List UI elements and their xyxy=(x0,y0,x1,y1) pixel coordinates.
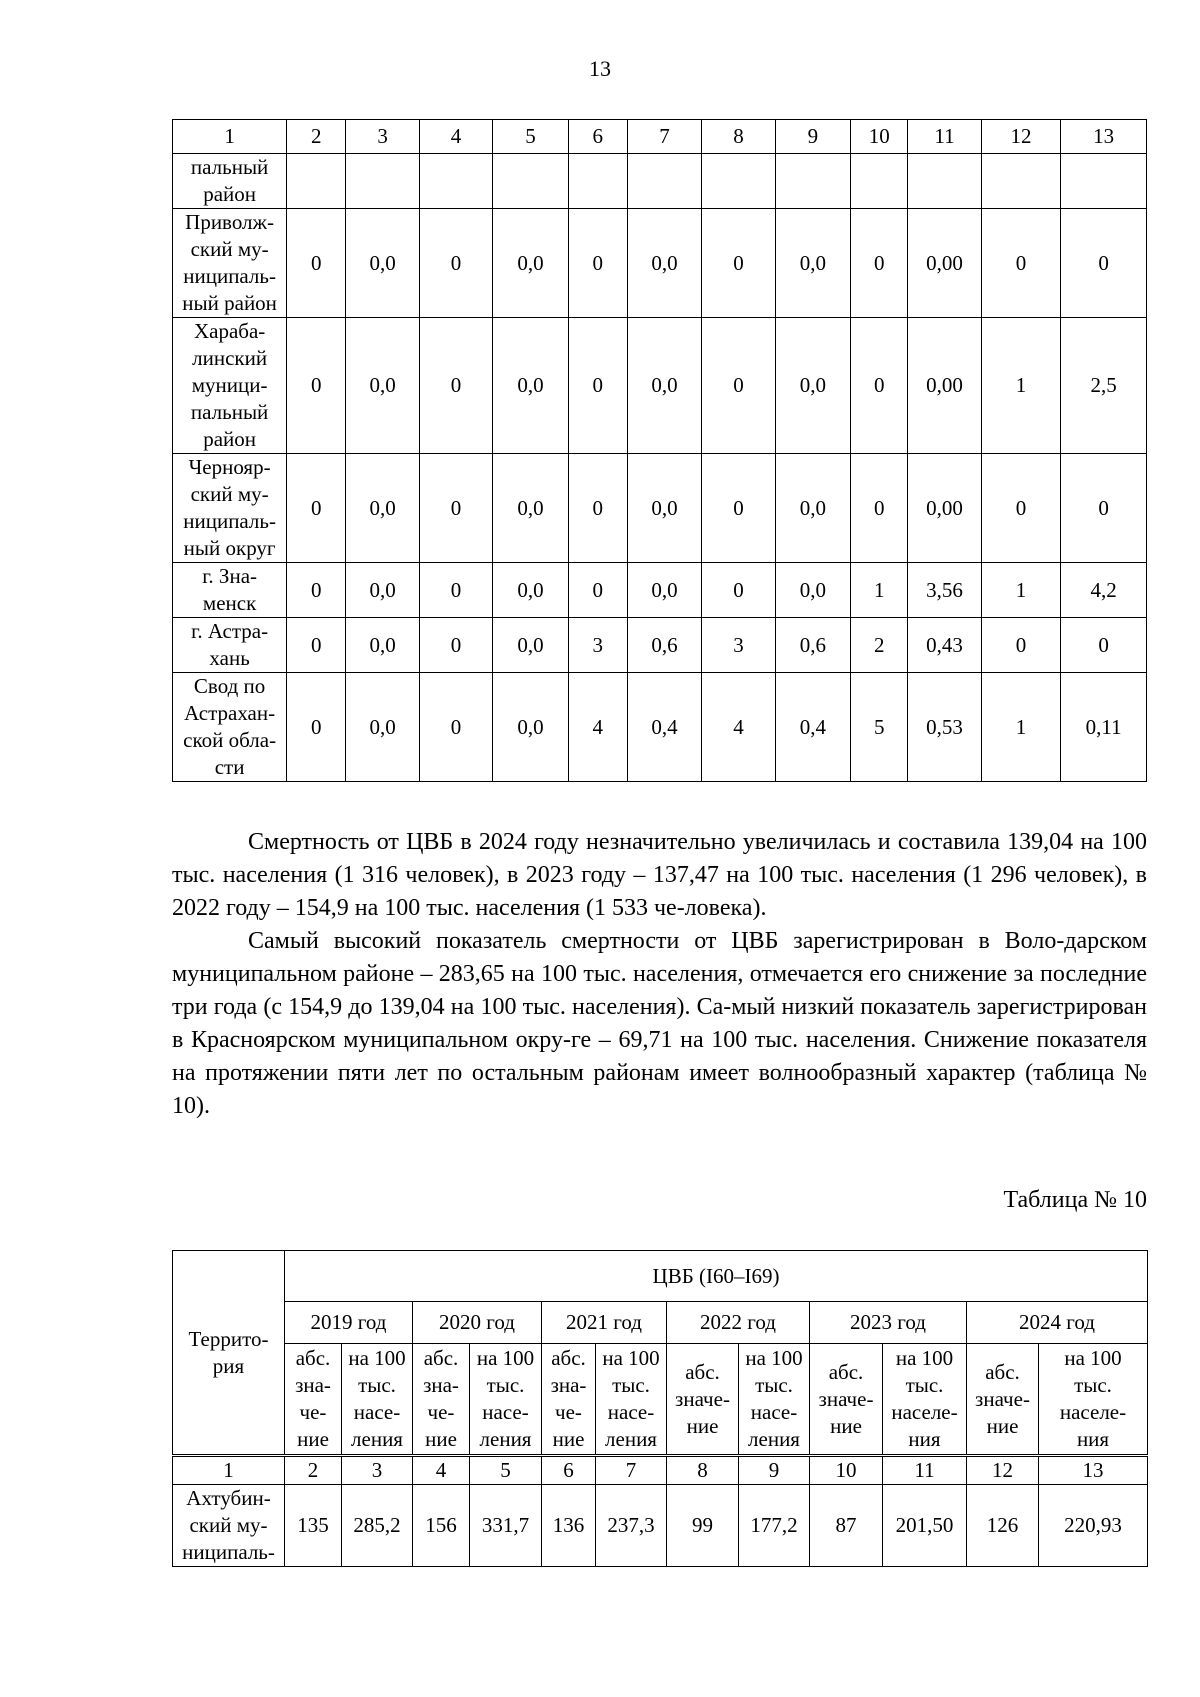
value-cell: 0,0 xyxy=(775,209,850,318)
sub-header-row xyxy=(173,1344,1148,1456)
value-cell: 0 xyxy=(568,454,627,563)
year-header: 2019 год xyxy=(285,1302,413,1344)
value-cell: 0,0 xyxy=(346,209,419,318)
value-cell xyxy=(287,154,346,209)
sub-header: абс. зна- че- ние xyxy=(413,1344,470,1456)
value-cell: 0 xyxy=(287,454,346,563)
value-cell: 0,0 xyxy=(627,209,701,318)
value-cell: 135 xyxy=(285,1485,342,1567)
value-cell: 0,4 xyxy=(627,673,701,782)
column-number-cell: 4 xyxy=(419,120,492,154)
value-cell xyxy=(702,154,775,209)
column-number-cell: 6 xyxy=(568,120,627,154)
value-cell: 285,2 xyxy=(342,1485,413,1567)
value-cell: 0,0 xyxy=(775,563,850,618)
page-number: 13 xyxy=(589,56,611,81)
value-cell: 5 xyxy=(851,673,908,782)
value-cell xyxy=(981,154,1061,209)
value-cell: 0,0 xyxy=(346,318,419,454)
value-cell: 1 xyxy=(981,563,1061,618)
value-cell: 0 xyxy=(419,563,492,618)
table-row xyxy=(173,318,1147,454)
sub-header: на 100 тыс. насе- ления xyxy=(739,1344,810,1456)
value-cell: 0 xyxy=(419,454,492,563)
paragraph: Смертность от ЦВБ в 2024 году незначительно увеличилась и составила 139,04 на 100 тыс. населения (1 316 человек), в 2023 году – 137,47 на 100 тыс. населения (1 296 человек), в 2022 году – 154,9 на 100 тыс. населения (1 533 че-ловека). xyxy=(172,829,1147,921)
value-cell: 0 xyxy=(568,318,627,454)
value-cell: 0 xyxy=(287,673,346,782)
value-cell xyxy=(568,154,627,209)
value-cell: 0,0 xyxy=(775,318,850,454)
value-cell: 0 xyxy=(702,563,775,618)
value-cell: 0,0 xyxy=(493,673,568,782)
table-10 xyxy=(172,1250,1148,1567)
value-cell: 0,11 xyxy=(1061,673,1147,782)
value-cell: 0,00 xyxy=(908,209,981,318)
sub-header: абс. зна- че- ние xyxy=(542,1344,596,1456)
column-number-cell: 8 xyxy=(702,120,775,154)
value-cell: 0 xyxy=(981,209,1061,318)
value-cell: 0 xyxy=(851,209,908,318)
sub-header: на 100 тыс. насе- ления xyxy=(596,1344,667,1456)
column-number-cell: 4 xyxy=(413,1456,470,1485)
value-cell: 0,0 xyxy=(775,454,850,563)
value-cell: 87 xyxy=(810,1485,883,1567)
year-header: 2023 год xyxy=(810,1302,967,1344)
column-number-cell: 8 xyxy=(667,1456,739,1485)
value-cell: 0 xyxy=(419,318,492,454)
value-cell: 0 xyxy=(702,318,775,454)
value-cell: 0 xyxy=(1061,454,1147,563)
body-text xyxy=(172,826,1147,1123)
column-number-cell: 7 xyxy=(627,120,701,154)
year-header: 2022 год xyxy=(667,1302,810,1344)
value-cell: 99 xyxy=(667,1485,739,1567)
value-cell: 177,2 xyxy=(739,1485,810,1567)
value-cell: 0 xyxy=(287,209,346,318)
value-cell: 126 xyxy=(967,1485,1039,1567)
value-cell: 0 xyxy=(419,673,492,782)
year-header-row xyxy=(173,1302,1148,1344)
column-number-cell: 11 xyxy=(908,120,981,154)
territory-cell: г. Астра- хань xyxy=(173,618,287,673)
value-cell xyxy=(346,154,419,209)
value-cell: 0 xyxy=(287,563,346,618)
value-cell: 0,43 xyxy=(908,618,981,673)
column-number-cell: 13 xyxy=(1061,120,1147,154)
sub-header: на 100 тыс. населе- ния xyxy=(1039,1344,1148,1456)
column-number-cell: 10 xyxy=(810,1456,883,1485)
value-cell xyxy=(1061,154,1147,209)
table-row xyxy=(173,209,1147,318)
territory-header: Террито- рия xyxy=(173,1251,285,1456)
territory-cell: пальный район xyxy=(173,154,287,209)
value-cell: 220,93 xyxy=(1039,1485,1148,1567)
column-number-cell: 2 xyxy=(287,120,346,154)
column-number-cell: 7 xyxy=(596,1456,667,1485)
value-cell xyxy=(908,154,981,209)
sub-header: на 100 тыс. населе- ния xyxy=(883,1344,967,1456)
territory-cell: Свод по Астрахан- ской обла- сти xyxy=(173,673,287,782)
column-number-cell: 1 xyxy=(173,1456,285,1485)
value-cell: 0 xyxy=(851,454,908,563)
paragraph: Самый высокий показатель смертности от ЦВБ зарегистрирован в Воло-дарском муниципальном районе – 283,65 на 100 тыс. населения, отмечается его снижение за последние три года (с 154,9 до 139,04 на 100 тыс. населения). Са-мый низкий показатель зарегистрирован в Красноярском муниципальном окру-ге – 69,71 на 100 тыс. населения. Снижение показателя на протяжении пяти лет по остальным районам имеет волнообразный характер (таблица № 10). xyxy=(172,928,1147,1119)
value-cell: 0,0 xyxy=(493,563,568,618)
value-cell: 156 xyxy=(413,1485,470,1567)
value-cell: 237,3 xyxy=(596,1485,667,1567)
value-cell: 4,2 xyxy=(1061,563,1147,618)
table-row xyxy=(173,454,1147,563)
value-cell: 0,0 xyxy=(627,563,701,618)
mortality-table-continued xyxy=(172,119,1147,782)
value-cell: 3 xyxy=(702,618,775,673)
value-cell: 3,56 xyxy=(908,563,981,618)
column-number-cell: 6 xyxy=(542,1456,596,1485)
year-header: 2021 год xyxy=(542,1302,667,1344)
column-number-cell: 3 xyxy=(346,120,419,154)
value-cell: 0,0 xyxy=(346,673,419,782)
value-cell xyxy=(493,154,568,209)
column-number-cell: 13 xyxy=(1039,1456,1148,1485)
column-number-cell: 2 xyxy=(285,1456,342,1485)
territory-cell: Хараба- линский муници- пальный район xyxy=(173,318,287,454)
column-number-row xyxy=(173,120,1147,154)
table-row xyxy=(173,1485,1148,1567)
column-number-cell: 1 xyxy=(173,120,287,154)
value-cell: 331,7 xyxy=(470,1485,542,1567)
value-cell: 4 xyxy=(568,673,627,782)
column-number-cell: 9 xyxy=(775,120,850,154)
value-cell: 0 xyxy=(981,454,1061,563)
value-cell: 0 xyxy=(851,318,908,454)
value-cell xyxy=(419,154,492,209)
value-cell: 0 xyxy=(287,618,346,673)
value-cell: 0,0 xyxy=(493,618,568,673)
column-number-cell: 12 xyxy=(967,1456,1039,1485)
sub-header: на 100 тыс. насе- ления xyxy=(342,1344,413,1456)
column-number-cell: 12 xyxy=(981,120,1061,154)
value-cell: 0 xyxy=(702,454,775,563)
territory-cell: Ахтубин- ский му- ниципаль- xyxy=(173,1485,285,1567)
value-cell: 0,00 xyxy=(908,318,981,454)
value-cell: 0 xyxy=(419,209,492,318)
value-cell: 0,0 xyxy=(493,209,568,318)
value-cell: 0,0 xyxy=(627,318,701,454)
territory-cell: Приволж- ский му- ниципаль- ный район xyxy=(173,209,287,318)
table-row xyxy=(173,563,1147,618)
value-cell: 0,0 xyxy=(493,318,568,454)
sub-header: абс. значе- ние xyxy=(810,1344,883,1456)
value-cell: 0,0 xyxy=(627,454,701,563)
value-cell: 0,6 xyxy=(775,618,850,673)
value-cell: 1 xyxy=(981,673,1061,782)
column-number-cell: 3 xyxy=(342,1456,413,1485)
value-cell: 0 xyxy=(1061,618,1147,673)
value-cell: 136 xyxy=(542,1485,596,1567)
territory-cell: Чернояр- ский му- ниципаль- ный округ xyxy=(173,454,287,563)
value-cell: 0 xyxy=(568,209,627,318)
year-header: 2020 год xyxy=(413,1302,542,1344)
column-number-cell: 5 xyxy=(493,120,568,154)
table-row xyxy=(173,154,1147,209)
value-cell: 0 xyxy=(981,618,1061,673)
column-number-row xyxy=(173,1456,1148,1485)
value-cell: 0,00 xyxy=(908,454,981,563)
sub-header: абс. зна- че- ние xyxy=(285,1344,342,1456)
column-number-cell: 5 xyxy=(470,1456,542,1485)
value-cell: 0,53 xyxy=(908,673,981,782)
column-number-cell: 10 xyxy=(851,120,908,154)
year-header: 2024 год xyxy=(967,1302,1148,1344)
sub-header: абс. значе- ние xyxy=(667,1344,739,1456)
value-cell: 3 xyxy=(568,618,627,673)
value-cell xyxy=(851,154,908,209)
column-number-cell: 9 xyxy=(739,1456,810,1485)
table-caption: Таблица № 10 xyxy=(1003,1187,1147,1213)
value-cell: 0 xyxy=(702,209,775,318)
value-cell xyxy=(627,154,701,209)
value-cell: 0,6 xyxy=(627,618,701,673)
territory-cell: г. Зна- менск xyxy=(173,563,287,618)
table-row xyxy=(173,618,1147,673)
value-cell: 4 xyxy=(702,673,775,782)
value-cell: 201,50 xyxy=(883,1485,967,1567)
value-cell xyxy=(775,154,850,209)
sub-header: на 100 тыс. насе- ления xyxy=(470,1344,542,1456)
table-row xyxy=(173,673,1147,782)
value-cell: 0,0 xyxy=(493,454,568,563)
value-cell: 0,0 xyxy=(346,563,419,618)
value-cell: 0,0 xyxy=(346,454,419,563)
value-cell: 0,4 xyxy=(775,673,850,782)
value-cell: 0 xyxy=(419,618,492,673)
value-cell: 0 xyxy=(568,563,627,618)
value-cell: 2,5 xyxy=(1061,318,1147,454)
value-cell: 1 xyxy=(851,563,908,618)
group-header: ЦВБ (I60–I69) xyxy=(285,1251,1148,1302)
value-cell: 0 xyxy=(1061,209,1147,318)
value-cell: 1 xyxy=(981,318,1061,454)
value-cell: 2 xyxy=(851,618,908,673)
sub-header: абс. значе- ние xyxy=(967,1344,1039,1456)
column-number-cell: 11 xyxy=(883,1456,967,1485)
value-cell: 0,0 xyxy=(346,618,419,673)
value-cell: 0 xyxy=(287,318,346,454)
